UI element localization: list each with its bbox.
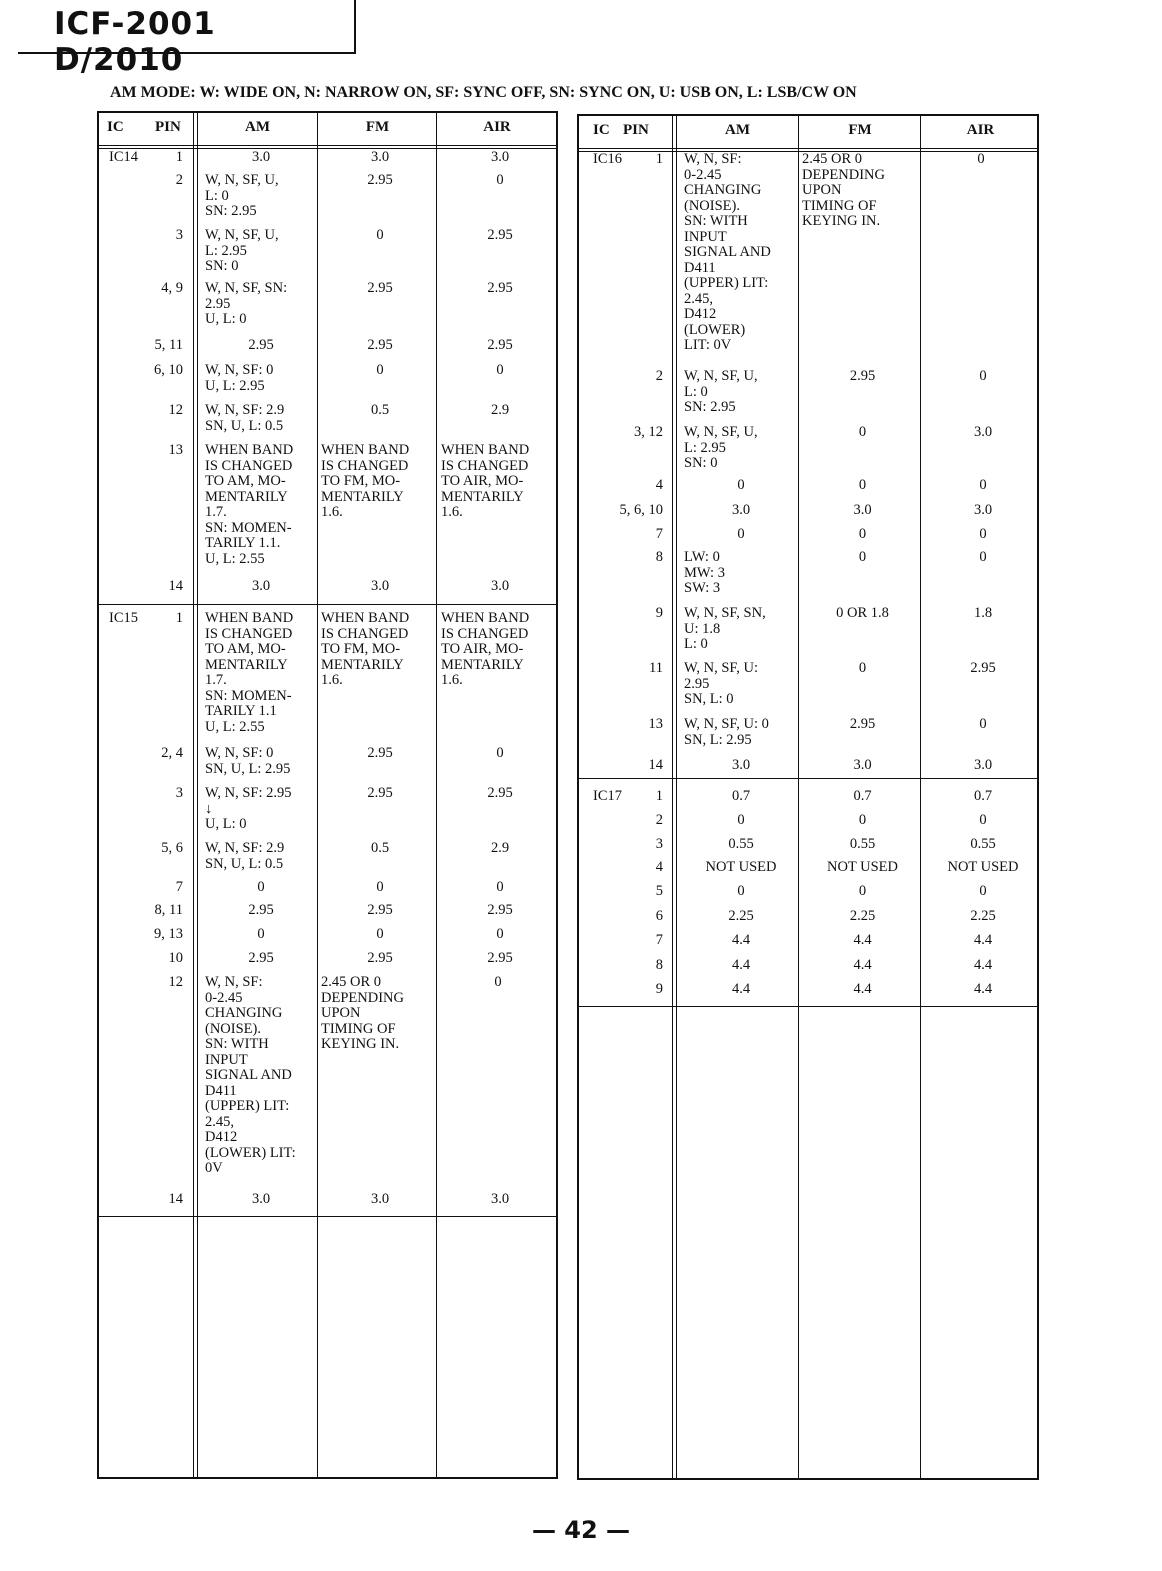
pin-number: 6	[655, 908, 663, 924]
ic-label: IC17	[593, 788, 622, 804]
pin-number: 11	[649, 660, 663, 676]
fm-voltage: 2.95	[849, 716, 876, 732]
am-voltage: W, N, SF, U, L: 2.95 SN: 0	[684, 424, 758, 471]
header-air: AIR	[483, 119, 511, 135]
pin-number: 2	[655, 812, 663, 828]
pin-number: 7	[175, 879, 183, 895]
am-voltage: W, N, SF: 0 U, L: 2.95	[205, 362, 274, 394]
fm-voltage: 4.4	[853, 932, 872, 948]
am-voltage: W, N, SF: 0 SN, U, L: 2.95	[205, 745, 291, 777]
fm-voltage: 2.95	[367, 280, 393, 296]
fm-voltage: 2.95	[367, 172, 393, 188]
pin-number: 5, 6	[161, 840, 183, 856]
model-title-box	[18, 0, 356, 78]
am-voltage: 0	[737, 812, 745, 828]
fm-voltage: 4.4	[853, 957, 872, 973]
air-voltage: 1.8	[973, 605, 993, 621]
am-voltage: 2.95	[248, 902, 274, 918]
pin-number: 2	[655, 368, 663, 384]
am-voltage: W, N, SF, U: 2.95 SN, L: 0	[684, 660, 759, 707]
fm-voltage: 0.5	[370, 402, 390, 418]
air-voltage: 0	[494, 974, 502, 990]
air-voltage: 2.9	[490, 840, 510, 856]
fm-voltage: 3.0	[853, 502, 872, 518]
ic-label: IC16	[593, 151, 622, 167]
model-title: ICF-2001 D/2010	[54, 6, 216, 78]
pin-number: 9, 13	[154, 926, 183, 942]
air-voltage: NOT USED	[947, 859, 1019, 875]
am-voltage: 2.95	[248, 950, 274, 966]
mode-legend: AM MODE: W: WIDE ON, N: NARROW ON, SF: SYNC OFF, SN: SYNC ON, U: USB ON, L: LSB/CW ON	[110, 84, 857, 101]
header-ic: IC	[107, 119, 124, 135]
air-voltage: 3.0	[973, 757, 993, 773]
air-voltage: 2.95	[970, 660, 996, 676]
fm-voltage: 0 OR 1.8	[836, 605, 889, 621]
air-voltage: 0	[979, 526, 987, 542]
am-voltage: 0.7	[731, 788, 751, 804]
fm-voltage: 0.7	[853, 788, 872, 804]
pin-number: 9	[655, 981, 663, 997]
fm-voltage: 2.45 OR 0 DEPENDING UPON TIMING OF KEYING IN.	[321, 974, 404, 1052]
am-voltage: W, N, SF, U, L: 2.95 SN: 0	[205, 227, 279, 274]
fm-voltage: 0	[376, 926, 384, 942]
fm-voltage: 2.95	[367, 950, 393, 966]
am-voltage: W, N, SF: 2.9 SN, U, L: 0.5	[205, 840, 285, 872]
pin-number: 4	[655, 859, 663, 875]
ic-label: IC15	[109, 610, 138, 626]
pin-number: 12	[168, 402, 183, 418]
pin-number: 1	[655, 788, 663, 804]
am-voltage: W, N, SF: 2.9 SN, U, L: 0.5	[205, 402, 285, 434]
air-voltage: 0	[979, 368, 987, 384]
air-voltage: 0	[979, 883, 987, 899]
am-voltage: 0.55	[728, 836, 754, 852]
air-voltage: 2.9	[490, 402, 510, 418]
am-voltage: 2.25	[728, 908, 754, 924]
am-voltage: WHEN BAND IS CHANGED TO AM, MO- MENTARILY 1.7. SN: MOMEN- TARILY 1.1 U, L: 2.55	[205, 610, 294, 735]
air-voltage: 0.7	[973, 788, 993, 804]
pin-number: 3	[175, 785, 183, 801]
am-voltage: 3.0	[251, 578, 271, 594]
pin-number: 8, 11	[154, 902, 183, 918]
am-voltage: 3.0	[251, 1191, 271, 1207]
header-pin: PIN	[155, 119, 181, 135]
pin-number: 10	[168, 950, 183, 966]
fm-voltage: 2.95	[367, 337, 393, 353]
am-voltage: 0	[257, 926, 265, 942]
pin-number: 3	[655, 836, 663, 852]
air-voltage: 3.0	[490, 578, 510, 594]
header-fm: FM	[365, 119, 390, 135]
am-voltage: W, N, SF, SN, U: 1.8 L: 0	[684, 605, 766, 652]
am-voltage: 0	[737, 526, 745, 542]
page-number: — 42 —	[531, 1516, 631, 1544]
air-voltage: 2.95	[487, 785, 513, 801]
pin-number: 14	[168, 578, 183, 594]
pin-number: 6, 10	[154, 362, 183, 378]
fm-voltage: 0	[376, 879, 384, 895]
am-voltage: 3.0	[731, 757, 751, 773]
air-voltage: 0	[496, 745, 504, 761]
pin-number: 3, 12	[634, 424, 663, 440]
pin-number: 1	[175, 149, 183, 165]
am-voltage: W, N, SF, SN: 2.95 U, L: 0	[205, 280, 288, 327]
fm-voltage: 0	[858, 526, 867, 542]
am-voltage: 3.0	[731, 502, 751, 518]
air-voltage: 3.0	[490, 1191, 510, 1207]
pin-number: 7	[655, 526, 663, 542]
pin-number: 5, 11	[154, 337, 183, 353]
am-voltage: 4.4	[731, 932, 751, 948]
fm-voltage: 0	[858, 660, 867, 676]
pin-number: 1	[175, 610, 183, 626]
air-voltage: 3.0	[973, 424, 993, 440]
fm-voltage: 2.45 OR 0 DEPENDING UPON TIMING OF KEYING IN.	[802, 151, 885, 229]
air-voltage: 0.55	[970, 836, 996, 852]
pin-number: 2, 4	[161, 745, 183, 761]
am-voltage: 4.4	[731, 957, 751, 973]
fm-voltage: 3.0	[370, 578, 390, 594]
air-voltage: 2.95	[487, 227, 513, 243]
fm-voltage: 0.55	[849, 836, 876, 852]
am-voltage: W, N, SF, U, L: 0 SN: 2.95	[205, 172, 279, 219]
am-voltage: W, N, SF: 0-2.45 CHANGING (NOISE). SN: WITH INPUT SIGNAL AND D411 (UPPER) LIT: 2.45, D412 (LOWER) LIT: 0V	[684, 151, 771, 353]
air-voltage: 2.95	[487, 280, 513, 296]
pin-number: 1	[655, 151, 663, 167]
header-air: AIR	[966, 122, 995, 138]
air-voltage: WHEN BAND IS CHANGED TO AIR, MO- MENTARILY 1.6.	[441, 610, 530, 688]
header-fm: FM	[848, 122, 872, 138]
air-voltage: 2.95	[487, 902, 513, 918]
fm-voltage: 2.95	[367, 785, 393, 801]
am-voltage: WHEN BAND IS CHANGED TO AM, MO- MENTARILY 1.7. SN: MOMEN- TARILY 1.1. U, L: 2.55	[205, 442, 294, 567]
fm-voltage: 2.95	[367, 745, 393, 761]
air-voltage: 0	[496, 172, 504, 188]
pin-number: 9	[655, 605, 663, 621]
air-voltage: WHEN BAND IS CHANGED TO AIR, MO- MENTARILY 1.6.	[441, 442, 530, 520]
fm-voltage: 0	[858, 812, 867, 828]
pin-number: 5	[655, 883, 663, 899]
fm-voltage: 0	[376, 362, 384, 378]
fm-voltage: 0	[858, 424, 867, 440]
fm-voltage: NOT USED	[826, 859, 899, 875]
air-voltage: 0	[977, 151, 985, 167]
air-voltage: 0	[979, 549, 987, 565]
pin-number: 13	[168, 442, 183, 458]
fm-voltage: 3.0	[370, 1191, 390, 1207]
air-voltage: 0	[979, 812, 987, 828]
am-voltage: LW: 0 MW: 3 SW: 3	[684, 549, 725, 596]
fm-voltage: 3.0	[853, 757, 872, 773]
air-voltage: 0	[496, 926, 504, 942]
header-pin: PIN	[623, 122, 649, 138]
air-voltage: 2.95	[487, 337, 513, 353]
am-voltage: 3.0	[251, 149, 271, 165]
am-voltage: 4.4	[731, 981, 751, 997]
fm-voltage: 2.95	[367, 902, 393, 918]
am-voltage: NOT USED	[705, 859, 777, 875]
pin-number: 14	[168, 1191, 183, 1207]
ic-label: IC14	[109, 149, 138, 165]
header-ic: IC	[593, 122, 610, 138]
pin-number: 8	[655, 957, 663, 973]
pin-number: 13	[648, 716, 663, 732]
fm-voltage: 2.95	[849, 368, 876, 384]
air-voltage: 4.4	[973, 932, 993, 948]
air-voltage: 3.0	[973, 502, 993, 518]
am-voltage: W, N, SF, U, L: 0 SN: 2.95	[684, 368, 758, 415]
header-am: AM	[245, 119, 270, 135]
pin-number: 7	[655, 932, 663, 948]
air-voltage: 0	[496, 879, 504, 895]
air-voltage: 2.25	[970, 908, 996, 924]
pin-number: 4, 9	[161, 280, 183, 296]
am-voltage: 0	[257, 879, 265, 895]
am-voltage: W, N, SF: 0-2.45 CHANGING (NOISE). SN: WITH INPUT SIGNAL AND D411 (UPPER) LIT: 2.45, D412 (LOWER) LIT: 0V	[205, 974, 296, 1176]
fm-voltage: 0.5	[370, 840, 390, 856]
voltage-table-right	[577, 114, 1039, 1480]
fm-voltage: 0	[376, 227, 384, 243]
air-voltage: 3.0	[490, 149, 510, 165]
fm-voltage: WHEN BAND IS CHANGED TO FM, MO- MENTARILY 1.6.	[321, 610, 410, 688]
fm-voltage: 2.25	[849, 908, 876, 924]
fm-voltage: WHEN BAND IS CHANGED TO FM, MO- MENTARILY 1.6.	[321, 442, 410, 520]
fm-voltage: 4.4	[853, 981, 872, 997]
pin-number: 2	[175, 172, 183, 188]
air-voltage: 0	[979, 716, 987, 732]
pin-number: 5, 6, 10	[619, 502, 663, 518]
am-voltage: 2.95	[248, 337, 274, 353]
am-voltage: 0	[737, 477, 745, 493]
pin-number: 4	[655, 477, 663, 493]
am-voltage: 0	[737, 883, 745, 899]
air-voltage: 0	[496, 362, 504, 378]
pin-number: 8	[655, 549, 663, 565]
air-voltage: 2.95	[487, 950, 513, 966]
air-voltage: 4.4	[973, 981, 993, 997]
fm-voltage: 0	[858, 883, 867, 899]
fm-voltage: 0	[858, 477, 867, 493]
fm-voltage: 3.0	[370, 149, 390, 165]
pin-number: 14	[648, 757, 663, 773]
am-voltage: W, N, SF, U: 0 SN, L: 2.95	[684, 716, 769, 748]
air-voltage: 0	[979, 477, 987, 493]
air-voltage: 4.4	[973, 957, 993, 973]
am-voltage: W, N, SF: 2.95 ↓ U, L: 0	[205, 785, 292, 832]
voltage-table-left	[97, 111, 558, 1479]
header-am: AM	[725, 122, 750, 138]
fm-voltage: 0	[858, 549, 867, 565]
pin-number: 3	[175, 227, 183, 243]
pin-number: 12	[168, 974, 183, 990]
